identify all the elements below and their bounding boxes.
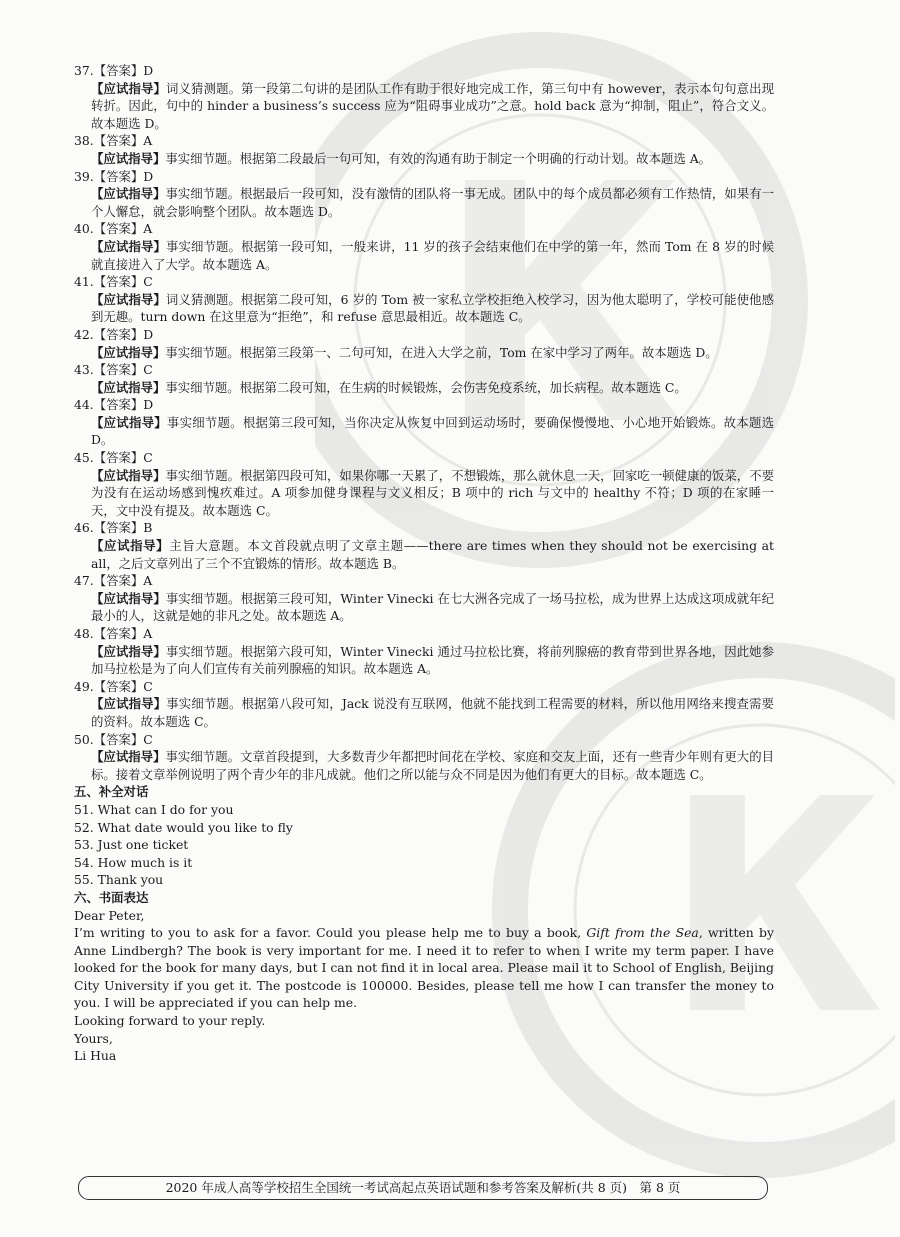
- answer-label: 【答案】: [93, 731, 144, 747]
- guide-text: [91, 185, 774, 220]
- guide-text: [91, 344, 774, 362]
- guide-text: [91, 414, 774, 449]
- answer-label: 【答案】: [93, 63, 144, 78]
- question-number: 40.: [74, 221, 94, 237]
- answer-item: [74, 449, 774, 519]
- answer-line: [74, 625, 774, 643]
- answer-label: 【答案】: [93, 450, 144, 466]
- answer-choice: B: [143, 520, 153, 536]
- answer-choice: D: [143, 168, 154, 184]
- guide-content: 事实细节题。根据第一段可知，一般来讲，11 岁的孩子会结束他们在中学的第一年，然而 Tom 在 8 岁的时候就直接进入了大学。故本题选 A。: [91, 238, 775, 272]
- guide-content: 主旨大意题。本文首段就点明了文章主题——there are times when they should not be exercising at all，之后文章列出了三个不宜锻炼的情形。故本题选 B。: [91, 538, 774, 571]
- answer-line: [74, 326, 774, 344]
- answer-choice: A: [143, 133, 153, 149]
- guide-label: 【应试指导】: [91, 643, 166, 659]
- guide-content: 事实细节题。根据第二段最后一句可知，有效的沟通有助于制定一个明确的行动计划。故本题选 A。: [165, 150, 712, 166]
- guide-content: 事实细节题。文章首段提到，大多数青少年都把时间花在学校、家庭和交友上面，还有一些青少年则有更大的目标。接着文章举例说明了两个青少年的非凡成就。他们之所以能与众不同是因为他们有更大的目标。故本题选 C。: [91, 749, 775, 782]
- letter-greeting: Dear Peter,: [74, 907, 145, 923]
- answer-choice: D: [143, 63, 154, 78]
- answer-choice: D: [143, 397, 154, 413]
- dialogue-answer-51: 51. What can I do for you: [74, 801, 234, 817]
- question-number: 38.: [74, 133, 94, 149]
- answer-choice: C: [143, 450, 153, 466]
- question-number: 41.: [74, 274, 94, 290]
- question-number: 49.: [74, 678, 94, 694]
- guide-text: [91, 748, 774, 783]
- answer-item: [74, 220, 774, 273]
- guide-text: [91, 537, 774, 572]
- answer-choice: A: [143, 573, 153, 589]
- letter-signature: Li Hua: [74, 1048, 117, 1064]
- guide-label: 【应试指导】: [91, 414, 167, 430]
- answer-label: 【答案】: [93, 362, 144, 378]
- answer-item: [74, 519, 774, 572]
- letter-book-title: Gift from the Sea: [586, 925, 699, 941]
- letter-body: [74, 924, 774, 1012]
- answer-label: 【答案】: [93, 573, 144, 589]
- question-number: 47.: [74, 573, 94, 589]
- answer-label: 【答案】: [93, 626, 144, 641]
- guide-text: [91, 291, 774, 326]
- guide-label: 【应试指导】: [91, 379, 166, 395]
- answer-item: [74, 132, 774, 167]
- guide-content: 词义猜测题。根据第二段可知，6 岁的 Tom 被一家私立学校拒绝入校学习，因为他太聪明了，学校可能使他感到无趣。turn down 在这里意为“拒绝”，和 refuse 意思最相近。故本题选 C。: [91, 291, 775, 325]
- guide-label: 【应试指导】: [91, 150, 166, 166]
- question-number: 48.: [74, 626, 94, 641]
- guide-label: 【应试指导】: [91, 238, 167, 254]
- sample-letter: [74, 907, 774, 1065]
- letter-sign-off: Yours,: [74, 1030, 113, 1046]
- guide-content: 事实细节题。根据第二段可知，在生病的时候锻炼，会伤害免疫系统，加长病程。故本题选 C。: [165, 379, 687, 395]
- answer-line: [74, 132, 774, 150]
- answer-choice: A: [143, 221, 153, 237]
- answer-label: 【答案】: [93, 221, 144, 237]
- answer-label: 【答案】: [93, 520, 144, 536]
- guide-content: 事实细节题。根据最后一段可知，没有激情的团队将一事无成。团队中的每个成员都必须有工作热情，如果有一个人懈怠，就会影响整个团队。故本题选 D。: [91, 186, 775, 219]
- answer-label: 【答案】: [93, 678, 144, 694]
- guide-text: [91, 150, 774, 168]
- question-number: 44.: [74, 397, 94, 413]
- letter-body-start: I’m writing to you to ask for a favor. Could you please help me to buy a book,: [74, 925, 587, 941]
- question-number: 46.: [74, 520, 94, 536]
- answer-line: [74, 62, 774, 80]
- answer-line: [74, 731, 774, 749]
- answer-line: [74, 168, 774, 186]
- guide-content: 事实细节题。根据第三段第一、二句可知，在进入大学之前，Tom 在家中学习了两年。故本题选 D。: [165, 344, 718, 360]
- guide-text: [91, 467, 774, 520]
- section5-title: 五、补全对话: [74, 784, 149, 800]
- answer-line: [74, 449, 774, 467]
- answer-line: [74, 519, 774, 537]
- answer-label: 【答案】: [93, 274, 144, 290]
- letter-closing: Looking forward to your reply.: [74, 1013, 266, 1029]
- guide-content: 事实细节题。根据第六段可知，Winter Vinecki 通过马拉松比赛，将前列腺癌的教育带到世界各地，因此她参加马拉松是为了向人们宣传有关前列腺癌的知识。故本题选 A。: [91, 643, 775, 677]
- answer-choice: C: [143, 678, 153, 694]
- guide-text: [91, 590, 774, 625]
- dialogue-answer-54: 54. How much is it: [74, 854, 193, 870]
- guide-content: 词义猜测题。第一段第二句讲的是团队工作有助于很好地完成工作，第三句中有 however，表示本句句意出现转折。因此，句中的 hinder a business’s success 应为“阻碍事业成功”之意。hold back 意为“抑制，阻止”，符合文义。故本题选 D。: [91, 80, 775, 131]
- dialogue-answer-52: 52. What date would you like to fly: [74, 819, 293, 835]
- answer-item: [74, 273, 774, 326]
- answer-item: [74, 62, 774, 132]
- guide-label: 【应试指导】: [91, 749, 166, 765]
- guide-text: [91, 238, 774, 273]
- guide-content: 事实细节题。根据第八段可知，Jack 说没有互联网，他就不能找到工程需要的材料，所以他用网络来搜查需要的资料。故本题选 C。: [91, 696, 774, 729]
- answer-choice: C: [143, 362, 153, 378]
- question-number: 37.: [74, 63, 94, 78]
- guide-text: [91, 379, 774, 397]
- answer-content: [74, 62, 774, 1065]
- guide-label: 【应试指导】: [91, 467, 166, 483]
- dialogue-answer-55: 55. Thank you: [74, 872, 164, 888]
- answer-item: [74, 168, 774, 221]
- answer-label: 【答案】: [93, 397, 144, 413]
- answer-label: 【答案】: [93, 168, 144, 184]
- answer-line: [74, 220, 774, 238]
- answer-choice: A: [143, 626, 153, 641]
- question-number: 42.: [74, 326, 94, 342]
- answer-line: [74, 678, 774, 696]
- guide-text: [91, 643, 774, 678]
- answer-item: [74, 326, 774, 361]
- answer-line: [74, 396, 774, 414]
- guide-text: [91, 80, 774, 133]
- answer-line: [74, 361, 774, 379]
- answer-choice: C: [143, 731, 153, 747]
- guide-text: [91, 695, 774, 730]
- guide-label: 【应试指导】: [91, 186, 166, 202]
- dialogue-answer-53: 53. Just one ticket: [74, 837, 189, 853]
- question-number: 43.: [74, 362, 94, 378]
- answer-choice: D: [143, 326, 154, 342]
- section6-title: 六、书面表达: [74, 889, 149, 905]
- answer-line: [74, 572, 774, 590]
- question-number: 39.: [74, 168, 94, 184]
- answer-line: [74, 273, 774, 291]
- answer-item: [74, 572, 774, 625]
- answer-item: [74, 625, 774, 678]
- question-number: 45.: [74, 450, 94, 466]
- guide-label: 【应试指导】: [91, 291, 166, 307]
- guide-label: 【应试指导】: [91, 80, 167, 96]
- page-footer: 2020 年成人高等学校招生全国统一考试高起点英语试题和参考答案及解析(共 8 页) 第 8 页: [78, 1176, 768, 1200]
- answer-item: [74, 678, 774, 731]
- answer-label: 【答案】: [93, 133, 144, 149]
- answer-item: [74, 731, 774, 784]
- guide-content: 事实细节题。根据第三段可知，当你决定从恢复中回到运动场时，要确保慢慢地、小心地开始锻炼。故本题选 D。: [91, 414, 775, 448]
- guide-label: 【应试指导】: [91, 696, 167, 712]
- guide-label: 【应试指导】: [91, 538, 170, 554]
- letter-body-end: , written by Anne Lindbergh? The book is very important for me. I need it to refer to when I write my term paper. I have looked for the book for many days, but I can not find it in local area. Please mail it to School of English, Beijing City University if you get it. The postcode is 100000. Besides, please tell me how I can transfer the money to you. I will be appreciated if you can help me.: [74, 925, 774, 1011]
- answer-choice: C: [143, 274, 153, 290]
- dialogue-answers: [74, 801, 774, 889]
- guide-content: 事实细节题。根据第三段可知，Winter Vinecki 在七大洲各完成了一场马拉松，成为世界上达成这项成就年纪最小的人，这就是她的非凡之处。故本题选 A。: [91, 590, 775, 624]
- guide-label: 【应试指导】: [91, 590, 166, 606]
- guide-content: 事实细节题。根据第四段可知，如果你哪一天累了，不想锻炼，那么就休息一天，回家吃一顿健康的饭菜，不要为没有在运动场感到愧疚难过。A 项参加健身课程与文义相反；B 项中的 rich 与文中的 healthy 不符；D 项的在家睡一天，文中没有提及。故本题选 C。: [91, 467, 775, 518]
- answer-item: [74, 361, 774, 396]
- question-number: 50.: [74, 731, 94, 747]
- answers-list: [74, 62, 774, 783]
- answer-item: [74, 396, 774, 449]
- guide-label: 【应试指导】: [91, 344, 166, 360]
- answer-label: 【答案】: [93, 326, 144, 342]
